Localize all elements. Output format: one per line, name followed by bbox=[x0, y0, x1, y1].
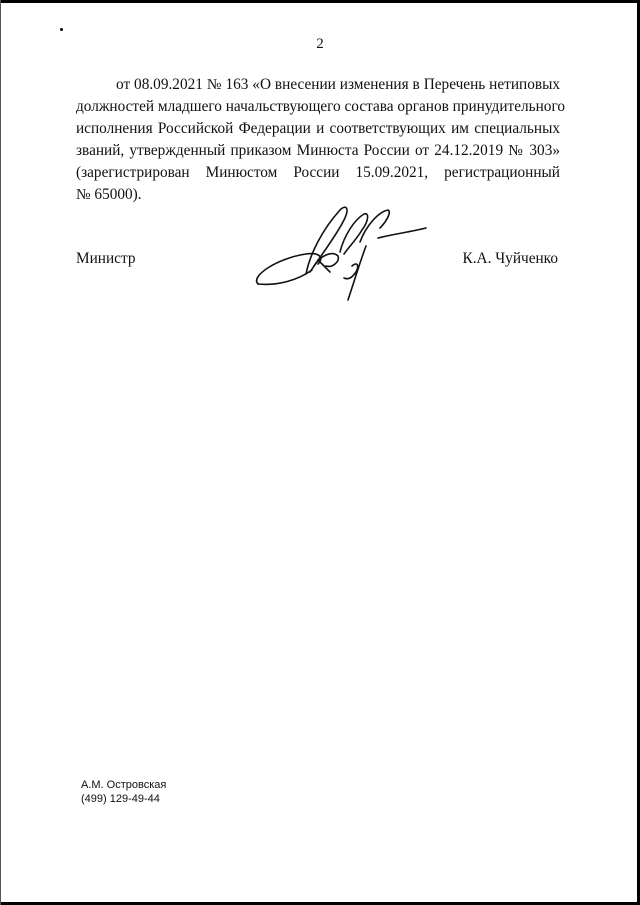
scan-border-left bbox=[0, 0, 1, 905]
body-line: должностей младшего начальствующего состава органов принудительного bbox=[76, 98, 565, 115]
scan-speck bbox=[60, 28, 63, 31]
body-line: (зарегистрирован Минюстом России 15.09.2021, регистрационный bbox=[76, 164, 560, 181]
body-line: от 08.09.2021 № 163 «О внесении изменения в Перечень нетиповых bbox=[116, 76, 560, 93]
body-line: званий, утвержденный приказом Минюста России от 24.12.2019 № 303» bbox=[76, 142, 560, 159]
page-number: 2 bbox=[316, 36, 324, 52]
executor-phone: (499) 129-49-44 bbox=[81, 793, 160, 805]
body-line: № 65000). bbox=[76, 186, 142, 203]
scan-border-top bbox=[0, 0, 640, 3]
body-paragraph bbox=[76, 74, 565, 206]
body-line: исполнения Российской Федерации и соответствующих им специальных bbox=[76, 120, 560, 137]
signer-name: К.А. Чуйченко bbox=[462, 250, 558, 267]
handwritten-signature bbox=[248, 196, 438, 306]
executor-name: А.М. Островская bbox=[81, 779, 167, 791]
executor-block bbox=[81, 778, 166, 806]
signer-title: Министр bbox=[76, 250, 136, 267]
